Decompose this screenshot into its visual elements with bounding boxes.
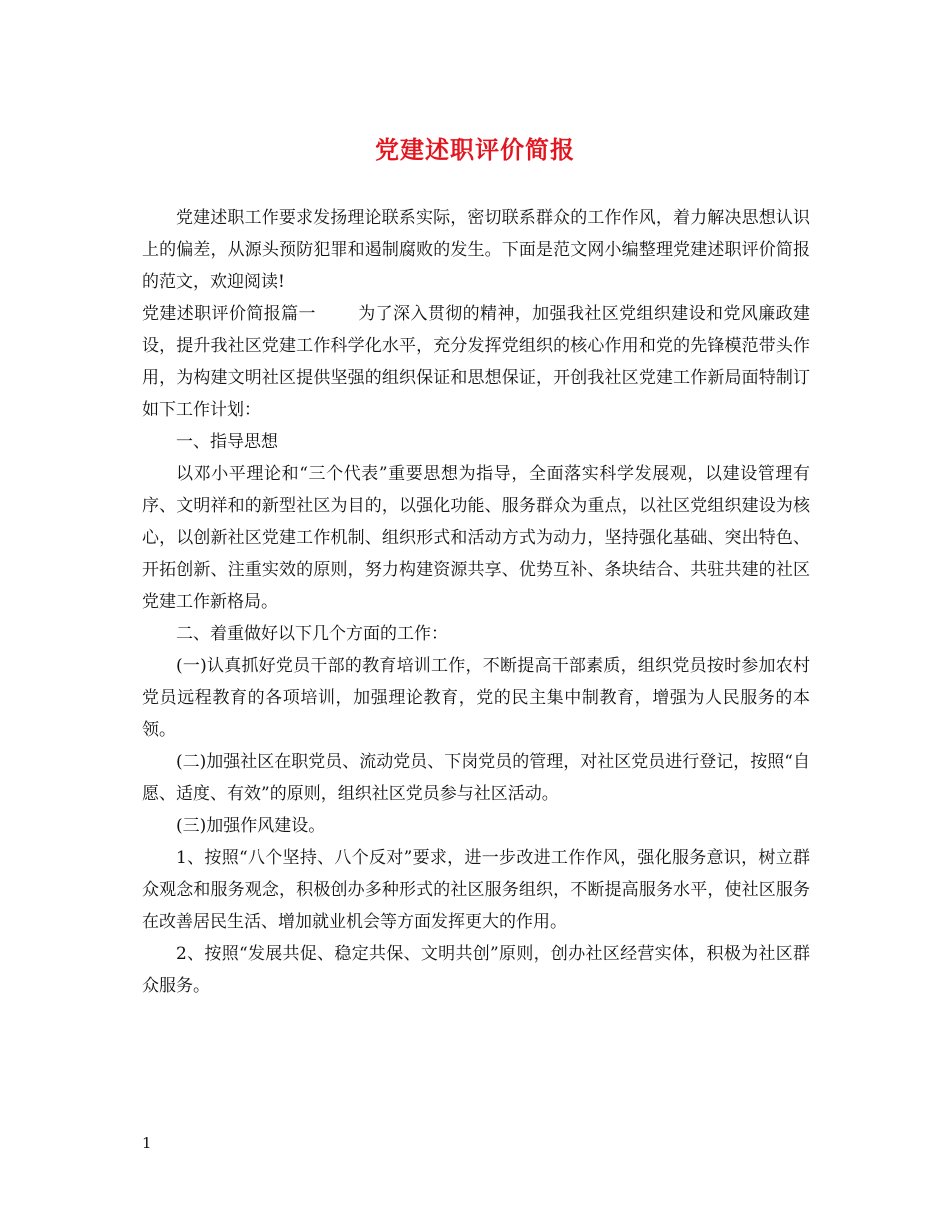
intro-paragraph: 党建述职工作要求发扬理论联系实际，密切联系群众的工作作风，着力解决思想认识上的偏差，从源头预防犯罪和遏制腐败的发生。下面是范文网小编整理党建述职评价简报的范文，欢迎阅读!: [142, 208, 810, 292]
page-number: 1: [142, 1134, 152, 1152]
paragraph-point-1: 1、按照“八个坚持、八个反对”要求，进一步改进工作作风，强化服务意识，树立群众观念和服务观念，积极创办多种形式的社区服务组织，不断提高服务水平，使社区服务在改善居民生活、增加就业机会等方面发挥更大的作用。: [142, 848, 810, 932]
paragraph-guiding-thought: 以邓小平理论和“三个代表”重要思想为指导，全面落实科学发展观，以建设管理有序、文明祥和的新型社区为目的，以强化功能、服务群众为重点，以社区党组织建设为核心，以创新社区党建工作机制、组织形式和活动方式为动力，坚持强化基础、突出特色、开拓创新、注重实效的原则，努力构建资源共享、优势互补、条块结合、共驻共建的社区党建工作新格局。: [142, 464, 810, 612]
document-body: [142, 202, 810, 1002]
section-intro: 为了深入贯彻的精神，加强我社区党组织建设和党风廉政建设，提升我社区党建工作科学化水平，充分发挥党组织的核心作用和党的先锋模范带头作用，为构建文明社区提供坚强的组织保证和思想保证，开创我社区党建工作新局面特制订如下工作计划：: [142, 304, 811, 420]
paragraph-item-2: (二)加强社区在职党员、流动党员、下岗党员的管理，对社区党员进行登记，按照“自愿、适度、有效”的原则，组织社区党员参与社区活动。: [142, 752, 810, 804]
paragraph-item-1: (一)认真抓好党员干部的教育培训工作，不断提高干部素质，组织党员按时参加农村党员远程教育的各项培训，加强理论教育，党的民主集中制教育，增强为人民服务的本领。: [142, 656, 810, 740]
paragraph-item-3: (三)加强作风建设。: [176, 816, 326, 836]
paragraph-point-2: 2、按照“发展共促、稳定共保、文明共创”原则，创办社区经营实体，积极为社区群众服务。: [142, 944, 810, 996]
heading-guiding-thought: 一、指导思想: [176, 432, 278, 452]
heading-key-work: 二、着重做好以下几个方面的工作：: [176, 624, 448, 644]
section-heading: 党建述职评价简报篇一: [142, 304, 316, 324]
section-paragraph: [142, 298, 810, 426]
document-title: 党建述职评价简报: [375, 135, 575, 164]
